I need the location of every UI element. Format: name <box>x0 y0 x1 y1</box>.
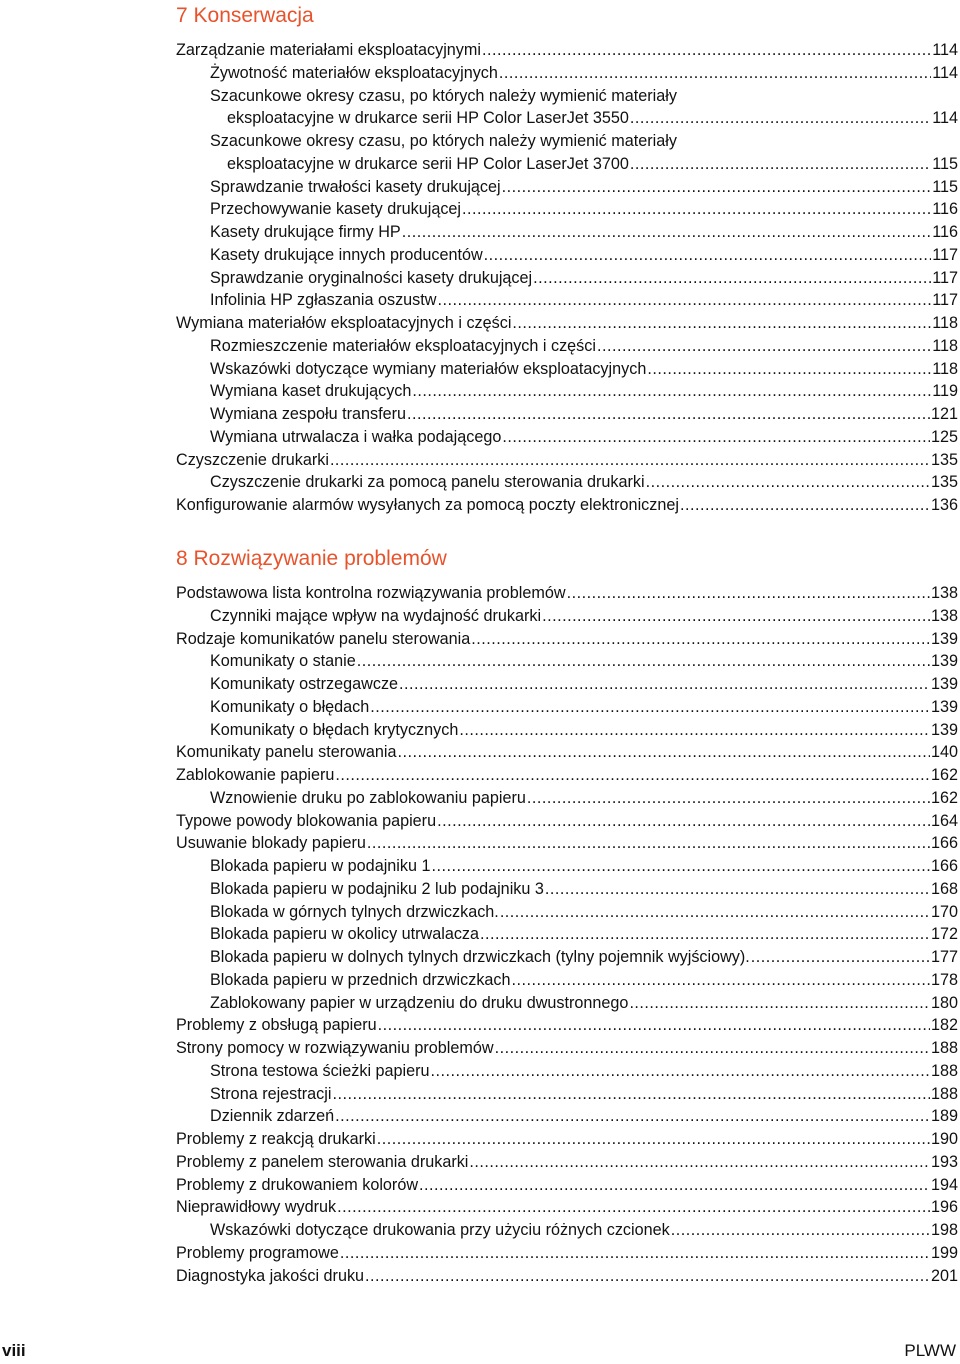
dot-leader <box>533 267 931 290</box>
toc-entry-title: Wskazówki dotyczące wymiany materiałów eksploatacyjnych <box>210 359 647 378</box>
toc-entry[interactable] <box>176 878 958 901</box>
dot-leader <box>431 1060 930 1083</box>
dot-leader <box>431 855 930 878</box>
toc-page-number: 182 <box>930 1016 958 1035</box>
toc-entry[interactable] <box>176 1265 958 1288</box>
toc-page-number: 119 <box>932 382 958 401</box>
dot-leader <box>399 673 930 696</box>
dot-leader <box>459 719 930 742</box>
toc-page-number: 198 <box>930 1221 958 1239</box>
toc-entry[interactable] <box>176 696 958 719</box>
toc-page-number: 162 <box>930 766 958 784</box>
toc-page-number: 196 <box>930 1198 958 1217</box>
toc-page-number: 114 <box>932 41 958 59</box>
toc-entry-title: Problemy programowe <box>176 1243 339 1262</box>
toc-entry-title: Diagnostyka jakości druku <box>176 1266 365 1285</box>
toc-entry-title: Komunikaty o stanie <box>210 652 356 671</box>
toc-entry-title: Nieprawidłowy wydruk <box>176 1198 337 1217</box>
toc-entry-title: Strona rejestracji <box>210 1084 332 1103</box>
toc-entry-title: Komunikaty o błędach <box>210 697 370 716</box>
toc-entry[interactable] <box>176 62 958 85</box>
dot-leader <box>471 628 930 651</box>
toc-entry-title: Usuwanie blokady papieru <box>176 834 366 853</box>
dot-leader <box>357 650 930 673</box>
toc-entry[interactable] <box>176 494 958 517</box>
toc-entry-second-line <box>210 107 958 130</box>
toc-entry-title: Zablokowanie papieru <box>176 766 335 784</box>
toc-page-number: 170 <box>930 902 958 921</box>
toc-entry-title: Komunikaty panelu sterowania <box>176 743 397 762</box>
toc-page-number: 138 <box>930 606 958 625</box>
toc-page-number: 125 <box>930 427 958 446</box>
toc-section <box>176 582 958 1287</box>
dot-leader <box>647 358 931 381</box>
toc-entry-title: Blokada papieru w podajniku 2 lub podajniku 3 <box>210 879 544 898</box>
toc-entry-title: Blokada papieru w przednich drzwiczkach <box>210 970 511 989</box>
toc-entry[interactable] <box>176 719 958 742</box>
toc-entry-title: Kasety drukujące innych producentów <box>210 245 483 264</box>
toc-entry-title: Czyszczenie drukarki <box>176 450 329 469</box>
dot-leader <box>527 787 930 810</box>
toc-page-number: 139 <box>930 629 958 648</box>
toc-entry[interactable] <box>176 901 958 924</box>
toc-entry[interactable] <box>176 1083 958 1106</box>
dot-leader <box>437 289 931 312</box>
dot-leader <box>512 969 930 992</box>
toc-entry[interactable] <box>176 221 958 244</box>
toc-entry[interactable] <box>176 403 958 426</box>
toc-entry-title: Blokada papieru w okolicy utrwalacza <box>210 925 480 944</box>
toc-entry[interactable] <box>176 923 958 946</box>
dot-leader <box>397 741 930 764</box>
toc-entry-title: Podstawowa lista kontrolna rozwiązywania problemów <box>176 584 566 602</box>
dot-leader <box>365 1265 930 1288</box>
toc-entry[interactable] <box>176 650 958 673</box>
toc-entry-title-line2: eksploatacyjne w drukarce serii HP Color LaserJet 3700 <box>227 154 629 173</box>
toc-page-number: 114 <box>932 63 958 82</box>
dot-leader <box>480 923 930 946</box>
toc-entry-title: Dziennik zdarzeń <box>210 1107 335 1126</box>
toc-page-number: 116 <box>932 223 958 241</box>
toc-page-number: 162 <box>930 788 958 807</box>
dot-leader <box>337 1196 930 1219</box>
toc-page-number: 117 <box>932 291 958 310</box>
dot-leader <box>484 244 932 267</box>
toc-entry-title: Infolinia HP zgłaszania oszustw <box>210 291 437 310</box>
toc-page-number: 138 <box>930 584 958 602</box>
toc-entry[interactable] <box>176 832 958 855</box>
toc-entry-title: Żywotność materiałów eksploatacyjnych <box>210 63 498 82</box>
toc-entry[interactable] <box>176 358 958 381</box>
toc-entry-title: Problemy z drukowaniem kolorów <box>176 1175 419 1194</box>
toc-entry-title: Wymiana utrwalacza i wałka podającego <box>210 427 502 446</box>
dot-leader <box>340 1242 930 1265</box>
toc-page-number: 164 <box>930 811 958 830</box>
toc-entry[interactable] <box>176 1151 958 1174</box>
dot-leader <box>499 62 931 85</box>
toc-entry[interactable] <box>176 605 958 628</box>
toc-entry-title-line2: eksploatacyjne w drukarce serii HP Color LaserJet 3550 <box>227 109 629 128</box>
toc-page-number: 115 <box>932 154 958 173</box>
toc-entry[interactable] <box>176 1196 958 1219</box>
toc-entry-title-line1: Szacunkowe okresy czasu, po których należy wymienić materiały <box>210 86 677 105</box>
toc-page-number: 201 <box>930 1266 958 1285</box>
toc-entry-title: Komunikaty ostrzegawcze <box>210 675 399 693</box>
toc-entry[interactable] <box>176 267 958 290</box>
toc-entry-title: Blokada w górnych tylnych drzwiczkach. <box>210 902 499 921</box>
toc-entry[interactable] <box>176 176 958 199</box>
toc-entry[interactable] <box>176 1060 958 1083</box>
toc-entry-title: Blokada papieru w dolnych tylnych drzwiczkach (tylny pojemnik wyjściowy). <box>210 948 750 966</box>
dot-leader <box>370 696 930 719</box>
toc-page-number: 188 <box>930 1061 958 1080</box>
toc-entry[interactable] <box>176 1037 958 1060</box>
toc-entry[interactable] <box>176 244 958 267</box>
toc-entry-title: Czyszczenie drukarki za pomocą panelu sterowania drukarki <box>210 473 645 492</box>
toc-page-number: 188 <box>930 1039 958 1057</box>
dot-leader <box>680 494 930 517</box>
dot-leader <box>335 764 930 787</box>
dot-leader <box>437 810 930 833</box>
toc-entry-title: Kasety drukujące firmy HP <box>210 223 401 241</box>
toc-page-number: 121 <box>930 405 958 423</box>
toc-entry-title: Wznowienie druku po zablokowaniu papieru <box>210 788 526 807</box>
toc-entry[interactable] <box>176 992 958 1015</box>
toc-entry-title: Typowe powody blokowania papieru <box>176 811 437 830</box>
toc-entry-title: Zarządzanie materiałami eksploatacyjnymi <box>176 41 481 59</box>
toc-entry-title: Komunikaty o błędach krytycznych <box>210 720 459 739</box>
toc-page-number: 140 <box>930 743 958 762</box>
chapter-title: 8 Rozwiązywanie problemów <box>176 547 447 570</box>
toc-entry[interactable] <box>176 628 958 651</box>
toc-page-number: 139 <box>930 675 958 693</box>
toc-entry[interactable] <box>176 969 958 992</box>
toc-entry-title: Rodzaje komunikatów panelu sterowania <box>176 629 471 648</box>
dot-leader <box>542 605 930 628</box>
toc-page-number: 139 <box>930 697 958 716</box>
dot-leader <box>367 832 930 855</box>
dot-leader <box>377 1128 930 1151</box>
toc-entry-title: Sprawdzanie oryginalności kasety drukującej <box>210 268 533 287</box>
toc-entry-second-line <box>210 153 958 176</box>
toc-page-number: 139 <box>930 720 958 739</box>
toc-page-number: 136 <box>930 496 958 514</box>
dot-leader <box>495 1037 930 1060</box>
toc-entry[interactable] <box>176 764 958 787</box>
toc-entry[interactable] <box>176 1128 958 1151</box>
toc-page-number: 180 <box>930 993 958 1012</box>
toc-entry[interactable] <box>176 312 958 335</box>
toc-entry[interactable] <box>176 471 958 494</box>
toc-page-number: 193 <box>930 1152 958 1171</box>
toc-page-number: 118 <box>932 359 958 378</box>
toc-section <box>176 39 958 517</box>
dot-leader <box>330 449 930 472</box>
dot-leader <box>646 471 930 494</box>
dot-leader <box>545 878 930 901</box>
toc-entry[interactable] <box>176 810 958 833</box>
toc-entry[interactable] <box>176 673 958 696</box>
dot-leader <box>629 992 930 1015</box>
dot-leader <box>502 176 932 199</box>
toc-page-number: 188 <box>930 1084 958 1103</box>
dot-leader <box>412 380 931 403</box>
dot-leader <box>671 1219 930 1242</box>
dot-leader <box>567 582 930 605</box>
toc-entry[interactable] <box>176 1014 958 1037</box>
toc-entry-title: Wymiana zespołu transferu <box>210 405 406 423</box>
dot-leader <box>462 198 931 221</box>
toc-page-number: 139 <box>930 652 958 671</box>
dot-leader <box>597 335 931 358</box>
toc-entry-title: Strona testowa ścieżki papieru <box>210 1061 430 1080</box>
toc-entry-title: Blokada papieru w podajniku 1 <box>210 857 431 875</box>
toc-entry-title: Sprawdzanie trwałości kasety drukującej <box>210 177 501 196</box>
toc-entry-title: Wymiana kaset drukujących <box>210 382 412 401</box>
toc-page-number: 115 <box>932 177 958 196</box>
toc-page-number: 135 <box>930 450 958 469</box>
toc-entry[interactable] <box>176 39 958 62</box>
toc-entry[interactable] <box>176 946 958 969</box>
toc-entry[interactable] <box>176 198 958 221</box>
dot-leader <box>482 39 931 62</box>
toc-page-number: 117 <box>932 245 958 264</box>
toc-page-number: 178 <box>930 970 958 989</box>
page-number-label: viii <box>2 1341 26 1360</box>
toc-entry[interactable] <box>176 380 958 403</box>
dot-leader <box>419 1174 930 1197</box>
dot-leader <box>502 426 930 449</box>
toc-entry[interactable] <box>176 741 958 764</box>
dot-leader <box>407 403 930 426</box>
toc-page-number: 168 <box>930 879 958 898</box>
toc-entry-title: Czynniki mające wpływ na wydajność drukarki <box>210 606 542 625</box>
toc-entry[interactable] <box>176 787 958 810</box>
toc-page-number: 189 <box>930 1107 958 1126</box>
toc-entry[interactable] <box>176 1242 958 1265</box>
document-code: PLWW <box>904 1341 956 1360</box>
toc-entry-title: Konfigurowanie alarmów wysyłanych za pomocą poczty elektronicznej <box>176 496 679 514</box>
dot-leader <box>332 1083 930 1106</box>
dot-leader <box>630 153 931 176</box>
dot-leader <box>512 312 931 335</box>
dot-leader <box>335 1105 930 1128</box>
dot-leader <box>751 946 930 969</box>
toc-page-number: 166 <box>930 834 958 853</box>
toc-entry[interactable] <box>176 582 958 605</box>
toc-page-number: 172 <box>930 925 958 944</box>
toc-entry-title: Problemy z panelem sterowania drukarki <box>176 1152 469 1171</box>
toc-entry-title: Wymiana materiałów eksploatacyjnych i części <box>176 314 512 332</box>
toc-entry-title: Przechowywanie kasety drukującej <box>210 200 462 219</box>
toc-entry[interactable] <box>176 449 958 472</box>
toc-page-number: 199 <box>930 1243 958 1262</box>
toc-page-number: 166 <box>930 857 958 875</box>
toc-page-number: 135 <box>930 473 958 492</box>
toc-entry-title-line1: Szacunkowe okresy czasu, po których należy wymienić materiały <box>210 132 677 150</box>
dot-leader <box>500 901 930 924</box>
toc-entry[interactable] <box>176 1219 958 1242</box>
toc-entry[interactable] <box>176 426 958 449</box>
toc-entry[interactable] <box>176 130 958 176</box>
toc-entry[interactable] <box>176 855 958 878</box>
toc-page-number: 118 <box>932 314 958 332</box>
toc-entry[interactable] <box>176 1174 958 1197</box>
dot-leader <box>469 1151 930 1174</box>
toc-entry-title: Strony pomocy w rozwiązywaniu problemów <box>176 1039 494 1057</box>
toc-page-number: 117 <box>932 268 958 287</box>
toc-entry[interactable] <box>176 335 958 358</box>
toc-entry[interactable] <box>176 1105 958 1128</box>
toc-page-number: 118 <box>932 336 958 355</box>
chapter-title: 7 Konserwacja <box>176 4 314 27</box>
dot-leader <box>630 107 931 130</box>
toc-page-number: 116 <box>932 200 958 219</box>
toc-entry-title: Wskazówki dotyczące drukowania przy użyciu różnych czcionek <box>210 1221 670 1239</box>
toc-page-number: 190 <box>930 1130 958 1148</box>
toc-entry[interactable] <box>176 85 958 131</box>
toc-entry[interactable] <box>176 289 958 312</box>
toc-entry-title: Zablokowany papier w urządzeniu do druku dwustronnego <box>210 993 629 1012</box>
toc-page-number: 177 <box>930 948 958 966</box>
toc-entry-title: Problemy z reakcją drukarki <box>176 1130 376 1148</box>
dot-leader <box>402 221 931 244</box>
dot-leader <box>378 1014 930 1037</box>
toc-page-number: 194 <box>930 1175 958 1194</box>
toc-entry-title: Rozmieszczenie materiałów eksploatacyjnych i części <box>210 336 596 355</box>
toc-entry-title: Problemy z obsługą papieru <box>176 1016 377 1035</box>
toc-page-number: 114 <box>932 109 958 128</box>
